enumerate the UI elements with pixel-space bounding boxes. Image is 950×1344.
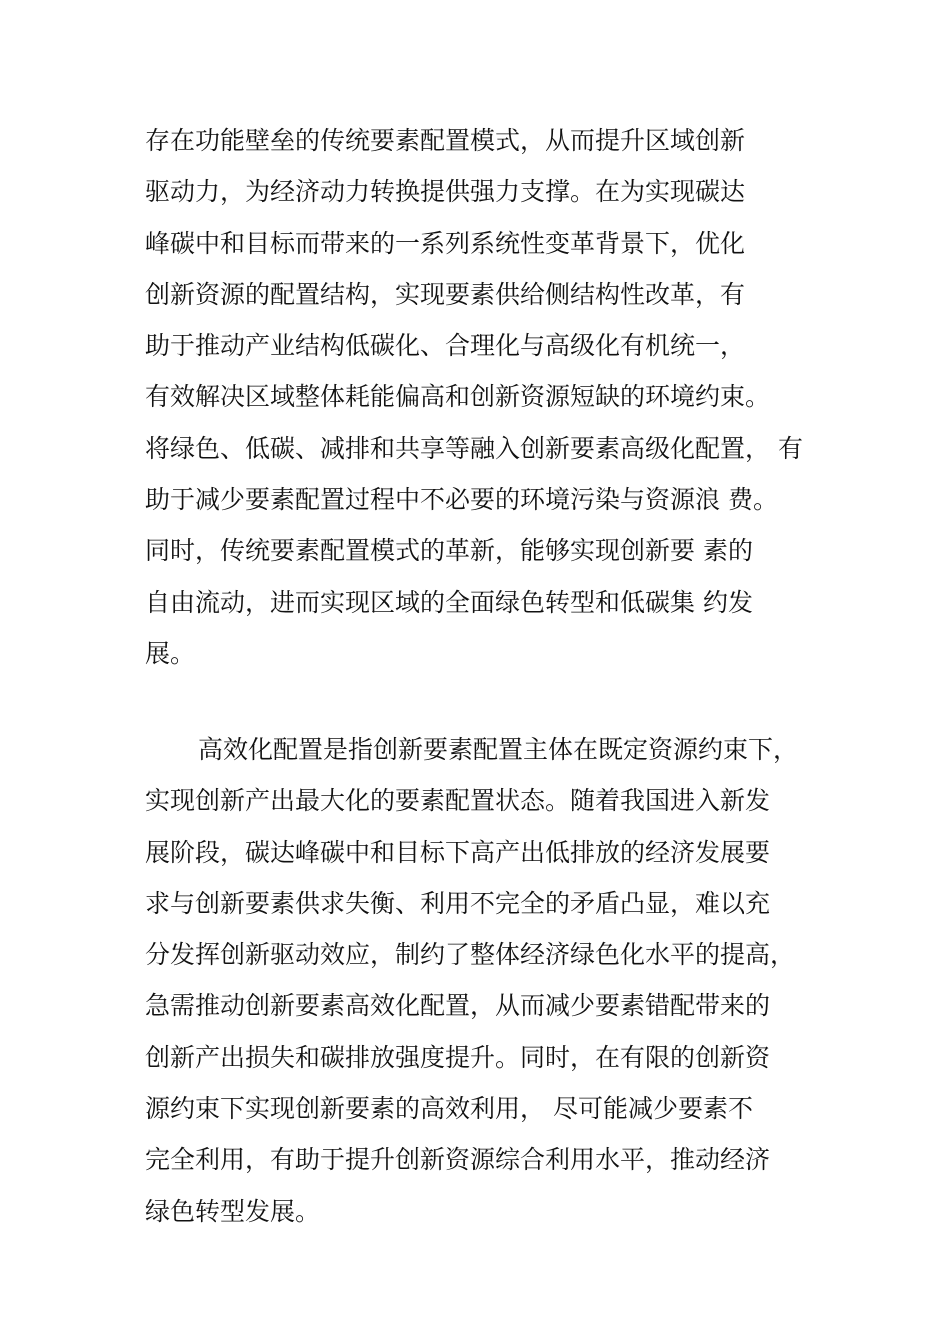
- paragraph-line: 助于推动产业结构低碳化、合理化与高级化有机统一，: [145, 331, 746, 361]
- paragraph-1: [145, 115, 865, 679]
- paragraph-line: 创新产出损失和碳排放强度提升。同时，在有限的创新资: [145, 1042, 771, 1072]
- paragraph-line: 展。: [145, 638, 196, 668]
- paragraph-line: 分发挥创新驱动效应，制约了整体经济绿色化水平的提高，: [145, 940, 796, 970]
- paragraph-line: 急需推动创新要素高效化配置，从而减少要素错配带来的: [145, 991, 771, 1021]
- paragraph-line: 助于减少要素配置过程中不必要的环境污染与资源浪 费。: [145, 485, 778, 515]
- paragraph-line: 求与创新要素供求失衡、利用不完全的矛盾凸显，难以充: [145, 888, 771, 918]
- paragraph-line: 将绿色、低碳、减排和共享等融入创新要素高级化配置， 有: [145, 433, 803, 463]
- paragraph-line: 峰碳中和目标而带来的一系列系统性变革背景下，优化: [145, 228, 746, 258]
- paragraph-line: 存在功能壁垒的传统要素配置模式，从而提升区域创新: [145, 126, 746, 155]
- paragraph-line: 源约束下实现创新要素的高效利用， 尽可能减少要素不: [145, 1094, 753, 1124]
- paragraph-line: 实现创新产出最大化的要素配置状态。随着我国进入新发: [145, 786, 771, 816]
- paragraph-line: 创新资源的配置结构，实现要素供给侧结构性改革，有: [145, 279, 746, 309]
- paragraph-line: 同时，传统要素配置模式的革新，能够实现创新要 素的: [145, 536, 753, 566]
- paragraph-line: 绿色转型发展。: [145, 1196, 321, 1226]
- paragraph-2: [145, 724, 865, 1237]
- paragraph-line: 高效化配置是指创新要素配置主体在既定资源约束下，: [198, 735, 799, 764]
- paragraph-line: 有效解决区域整体耗能偏高和创新资源短缺的环境约束。: [145, 382, 771, 412]
- paragraph-line: 展阶段，碳达峰碳中和目标下高产出低排放的经济发展要: [145, 837, 771, 867]
- paragraph-line: 自由流动，进而实现区域的全面绿色转型和低碳集 约发: [145, 587, 753, 617]
- paragraph-line: 驱动力，为经济动力转换提供强力支撑。在为实现碳达: [145, 177, 746, 207]
- paragraph-line: 完全利用，有助于提升创新资源综合利用水平，推动经济: [145, 1145, 771, 1175]
